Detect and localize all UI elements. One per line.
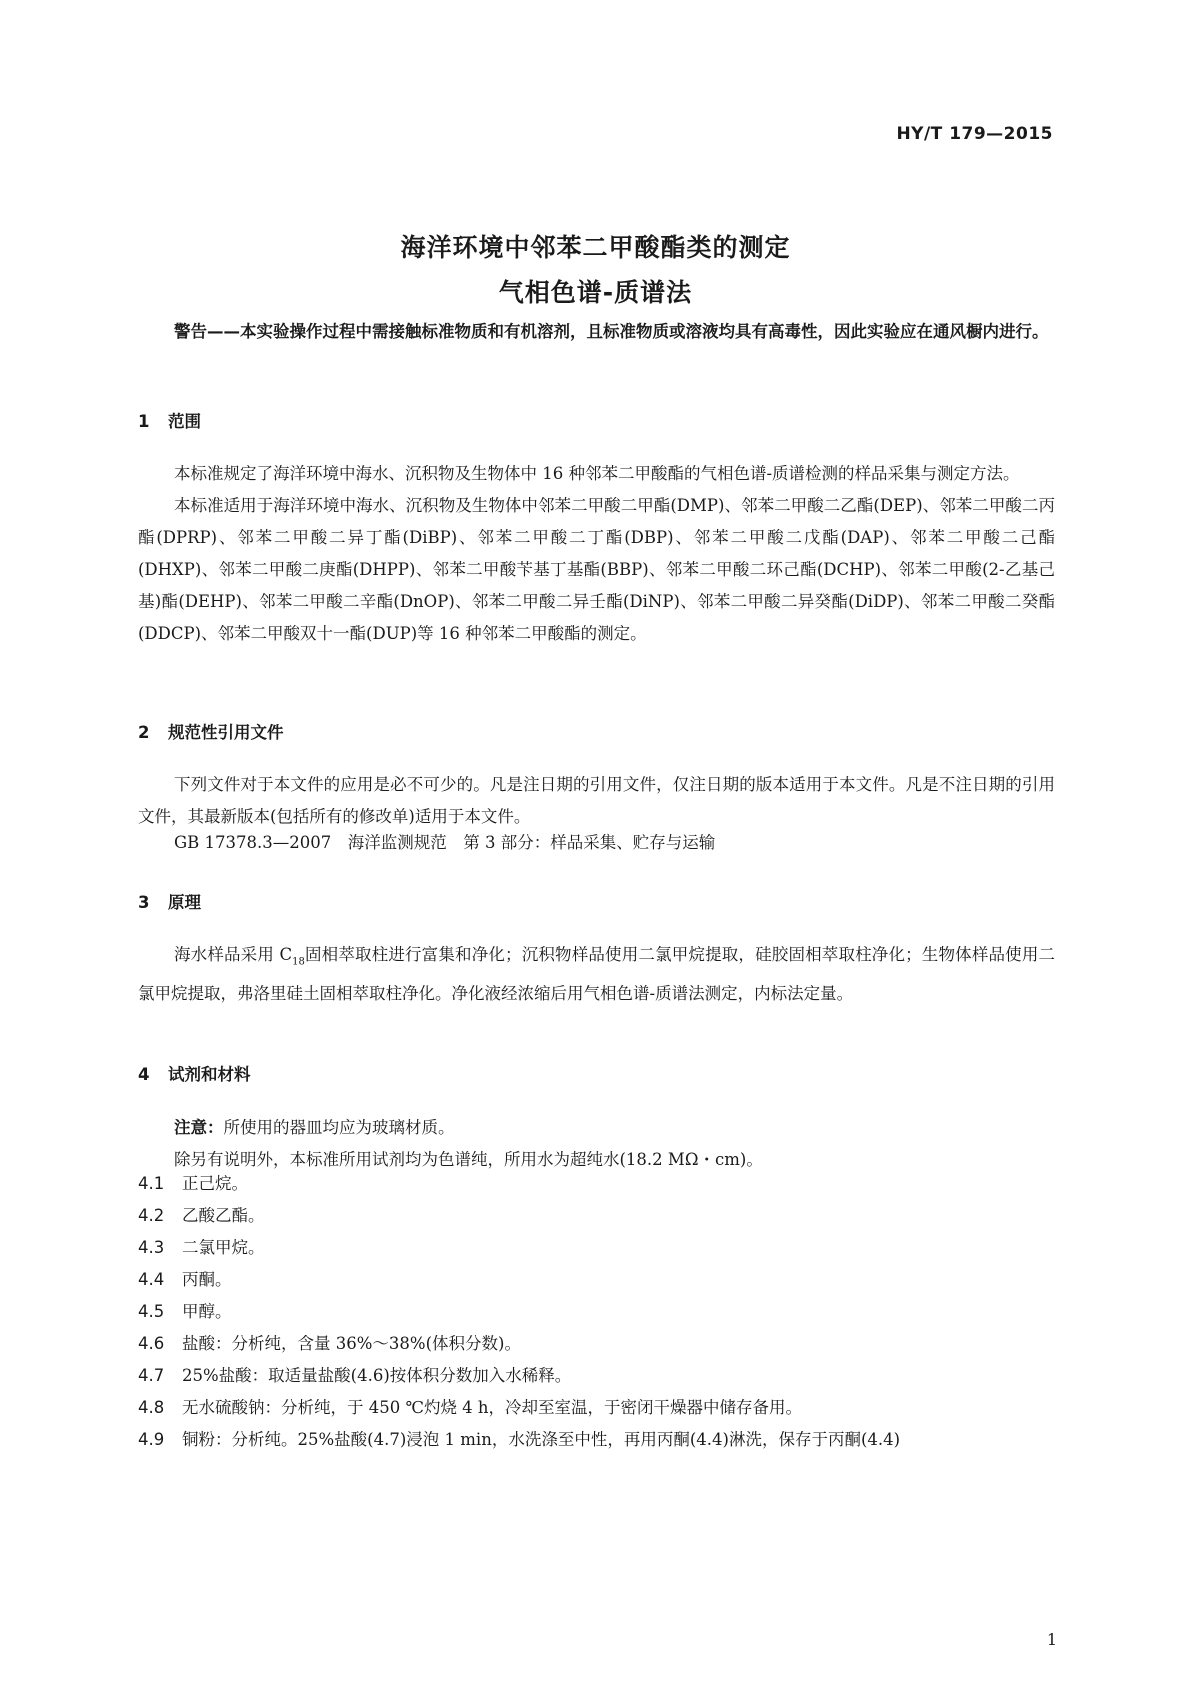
standard-number: HY/T 179—2015 (896, 124, 1053, 144)
item-number: 4.7 (138, 1366, 165, 1385)
section-title: 试剂和材料 (168, 1065, 251, 1084)
list-item (138, 1394, 802, 1418)
item-text: 25%盐酸：取适量盐酸(4.6)按体积分数加入水稀释。 (182, 1366, 572, 1385)
note-paragraph (138, 1112, 1055, 1144)
document-subtitle: 气相色谱-质谱法 (498, 278, 693, 307)
text-run: 固相萃取柱进行富集和净化；沉积物样品使用二氯甲烷提取，硅胶固相萃取柱净化；生物体样品使用二氯甲烷提取，弗洛里硅土固相萃取柱净化。净化液经浓缩后用气相色谱-质谱法测定，内标法定量。 (138, 945, 1056, 1004)
section-number: 2 (138, 723, 150, 742)
list-item (138, 1330, 521, 1354)
paragraph: 除另有说明外，本标准所用试剂均为色谱纯，所用水为超纯水(18.2 MΩ・cm)。 (174, 1150, 763, 1169)
list-item (138, 1426, 900, 1450)
item-number: 4.6 (138, 1334, 165, 1353)
item-text: 甲醇。 (182, 1302, 232, 1321)
document-title: 海洋环境中邻苯二甲酸酯类的测定 (400, 233, 791, 262)
item-text: 无水硫酸钠：分析纯，于 450 ℃灼烧 4 h，冷却至室温，于密闭干燥器中储存备用。 (182, 1398, 803, 1417)
section-heading-3 (138, 889, 201, 913)
section-heading-4 (138, 1061, 251, 1085)
item-text: 二氯甲烷。 (182, 1238, 265, 1257)
item-number: 4.8 (138, 1398, 165, 1417)
item-number: 4.4 (138, 1270, 165, 1289)
note-label: 注意： (174, 1118, 224, 1137)
item-number: 4.2 (138, 1206, 165, 1225)
list-item (138, 1170, 248, 1194)
section-title: 范围 (168, 412, 201, 431)
paragraph: 本标准规定了海洋环境中海水、沉积物及生物体中 16 种邻苯二甲酸酯的气相色谱-质谱检测的样品采集与测定方法。 (174, 464, 1020, 483)
item-text: 铜粉：分析纯。25%盐酸(4.7)浸泡 1 min，水洗涤至中性，再用丙酮(4.4)淋洗，保存于丙酮(4.4) (182, 1430, 901, 1449)
item-number: 4.9 (138, 1430, 165, 1449)
page-number: 1 (1046, 1630, 1057, 1649)
item-number: 4.5 (138, 1302, 165, 1321)
section-number: 4 (138, 1065, 150, 1084)
section-2-body (138, 769, 1055, 833)
item-text: 乙酸乙酯。 (182, 1206, 265, 1225)
list-item (138, 1266, 232, 1290)
item-text: 正己烷。 (182, 1174, 248, 1193)
section-heading-2 (138, 719, 284, 743)
section-number: 1 (138, 412, 150, 431)
note-text: 所使用的器皿均应为玻璃材质。 (223, 1118, 455, 1137)
list-item (138, 1298, 232, 1322)
subscript: 18 (292, 956, 305, 968)
paragraph (138, 939, 1055, 1010)
list-item (138, 1234, 265, 1258)
item-text: 丙酮。 (182, 1270, 232, 1289)
text-run: 海水样品采用 C (174, 945, 293, 964)
paragraph: 下列文件对于本文件的应用是必不可少的。凡是注日期的引用文件，仅注日期的版本适用于本文件。凡是不注日期的引用文件，其最新版本(包括所有的修改单)适用于本文件。 (138, 775, 1055, 826)
section-heading-1 (138, 408, 201, 432)
item-number: 4.3 (138, 1238, 165, 1257)
section-title: 规范性引用文件 (168, 723, 284, 742)
normative-reference: GB 17378.3—2007 海洋监测规范 第 3 部分：样品采集、贮存与运输 (174, 833, 716, 852)
item-text: 盐酸：分析纯，含量 36%～38%(体积分数)。 (182, 1334, 521, 1353)
section-number: 3 (138, 893, 150, 912)
section-4-intro (138, 1112, 1055, 1176)
item-number: 4.1 (138, 1174, 165, 1193)
warning-paragraph: 警告——本实验操作过程中需接触标准物质和有机溶剂，且标准物质或溶液均具有高毒性，因此实验应在通风橱内进行。 (174, 322, 1049, 341)
section-3-body (138, 939, 1055, 1010)
list-item (138, 1362, 571, 1386)
section-title: 原理 (168, 893, 201, 912)
list-item (138, 1202, 265, 1226)
section-1-body (138, 458, 1055, 650)
paragraph: 本标准适用于海洋环境中海水、沉积物及生物体中邻苯二甲酸二甲酯(DMP)、邻苯二甲酸二乙酯(DEP)、邻苯二甲酸二丙酯(DPRP)、邻苯二甲酸二异丁酯(DiBP)、邻苯二甲酸二丁酯(DBP)、邻苯二甲酸二戊酯(DAP)、邻苯二甲酸二己酯(DHXP)、邻苯二甲酸二庚酯(DHPP)、邻苯二甲酸苄基丁基酯(BBP)、邻苯二甲酸二环己酯(DCHP)、邻苯二甲酸(2-乙基己基)酯(DEHP)、邻苯二甲酸二辛酯(DnOP)、邻苯二甲酸二异壬酯(DiNP)、邻苯二甲酸二异癸酯(DiDP)、邻苯二甲酸二癸酯(DDCP)、邻苯二甲酸双十一酯(DUP)等 16 种邻苯二甲酸酯的测定。 (138, 496, 1055, 643)
